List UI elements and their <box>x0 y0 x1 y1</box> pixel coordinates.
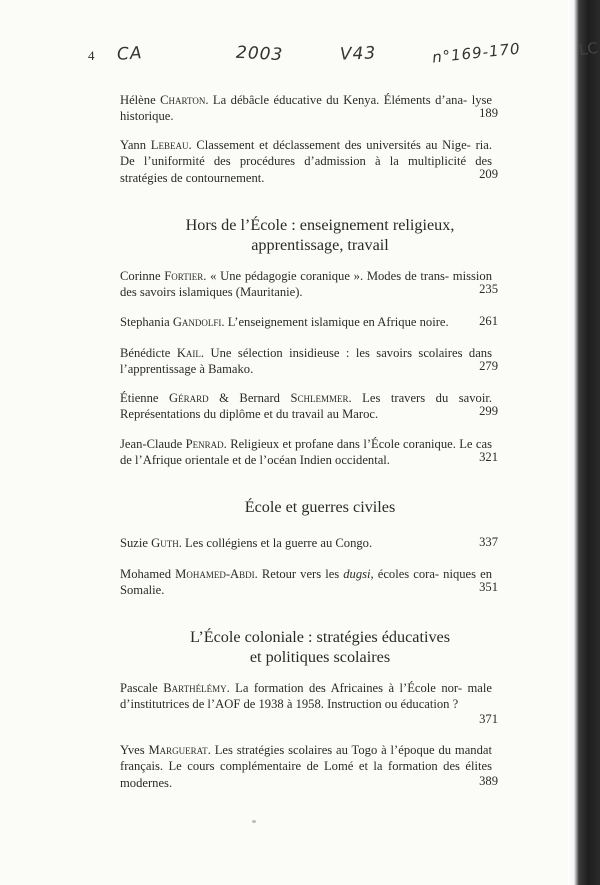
author-last: Gandolfi <box>172 315 222 329</box>
toc-entry <box>120 390 492 423</box>
author-first: Yves <box>120 743 145 757</box>
handwritten-note: 2003 <box>235 42 284 66</box>
toc-entry <box>120 92 492 125</box>
section-title-line: apprentissage, travail <box>251 235 389 254</box>
entry-title: . Religieux et profane dans l’École coranique. Le cas de l’Afrique orientale et de l’océan Indien occidental. <box>120 437 492 468</box>
author-last: Guth <box>151 536 179 550</box>
scan-speck <box>252 820 256 823</box>
handwritten-note: V43 <box>339 43 377 65</box>
toc-entry <box>120 436 492 469</box>
entry-page: 209 <box>479 167 498 181</box>
entry-title: , écoles cora- niques en Somalie. <box>120 567 492 598</box>
author-first: Yann <box>120 138 147 152</box>
author-first: Suzie <box>120 536 148 550</box>
author-first: Stephania <box>120 315 170 329</box>
entry-page: 235 <box>479 282 498 296</box>
toc-entry <box>120 535 492 551</box>
author-first: Étienne <box>120 391 159 405</box>
author-first: Jean-Claude <box>120 437 183 451</box>
entry-title: . Une sélection insidieuse : les savoirs scolaires dans l’apprentissage à Bamako. <box>120 346 492 377</box>
author-last: Lebeau <box>150 138 189 152</box>
author-first: Mohamed <box>120 567 172 581</box>
entry-title-part: . Retour vers les <box>254 567 344 581</box>
entry-page: 371 <box>479 712 498 726</box>
toc-entry <box>120 137 492 186</box>
entry-page: 299 <box>479 404 498 418</box>
entry-page: 389 <box>479 774 498 788</box>
section-title-line: École et guerres civiles <box>244 498 396 516</box>
entry-page: 321 <box>479 450 498 464</box>
page-number: 4 <box>88 48 95 63</box>
author-first: Hélène <box>120 93 156 107</box>
entry-page: 337 <box>479 535 498 549</box>
entry-title: . La formation des Africaines à l’École nor- male d’institutrices de l’AOF de 1938 à 1958. Instruction ou éducation ? <box>120 681 492 712</box>
section-title-line: L’École coloniale : stratégies éducatives <box>189 628 451 646</box>
entry-title: . Les travers du savoir. Représentations du diplôme et du travail au Maroc. <box>120 391 492 422</box>
author-joiner: & Bernard <box>208 391 291 405</box>
entry-page: 279 <box>479 359 498 373</box>
handwritten-note: CA <box>116 43 144 65</box>
handwritten-note: n°169-170 <box>431 39 522 67</box>
author-first: Corinne <box>120 269 161 283</box>
entry-page: 189 <box>479 106 498 120</box>
author-last: Barthélémy <box>163 681 227 695</box>
author-last: Penrad <box>185 437 224 451</box>
entry-title: . Les stratégies scolaires au Togo à l’époque du mandat français. Le cours complémentaire de Lomé et la formation des élites modernes. <box>120 743 492 790</box>
toc-entry <box>120 314 492 330</box>
toc-entry <box>120 680 492 713</box>
author-last: Gérard <box>168 391 209 405</box>
author-last: Fortier <box>164 269 204 283</box>
toc-entry <box>120 345 492 378</box>
section-title <box>120 216 520 255</box>
author-first: Bénédicte <box>120 346 171 360</box>
author-last: Mohamed-Abdi <box>175 567 255 581</box>
section-title <box>120 498 520 518</box>
entry-title: . Les collégiens et la guerre au Congo. <box>178 536 373 550</box>
entry-page: 351 <box>479 580 498 594</box>
entry-title: . L’enseignement islamique en Afrique noire. <box>221 315 449 329</box>
section-title-line: et politiques scolaires <box>249 647 391 666</box>
entry-page: 261 <box>479 314 498 328</box>
toc-entry <box>120 268 492 301</box>
toc-entry <box>120 566 492 599</box>
entry-title: . Classement et déclassement des universités au Nige- ria. De l’uniformité des procédures d’admission à la multiplicité des stratégies de contournement. <box>120 138 493 185</box>
author-last: Kail <box>176 346 201 360</box>
author-last: Schlemmer <box>290 391 349 405</box>
author-last: Charton <box>160 93 206 107</box>
entry-title: . La débâcle éducative du Kenya. Éléments d’ana- lyse historique. <box>120 93 492 124</box>
book-binding-edge <box>568 0 600 885</box>
author-last: Marguerat <box>148 743 208 757</box>
section-title <box>120 628 520 667</box>
entry-title-italic: dugsi <box>343 567 371 581</box>
toc-entry <box>120 742 492 791</box>
handwritten-note: LC <box>577 38 600 60</box>
entry-title: . « Une pédagogie coranique ». Modes de trans- mission des savoirs islamiques (Mauritanie). <box>120 269 492 300</box>
section-title-line: Hors de l’École : enseignement religieux, <box>185 216 455 234</box>
author-first: Pascale <box>120 681 158 695</box>
